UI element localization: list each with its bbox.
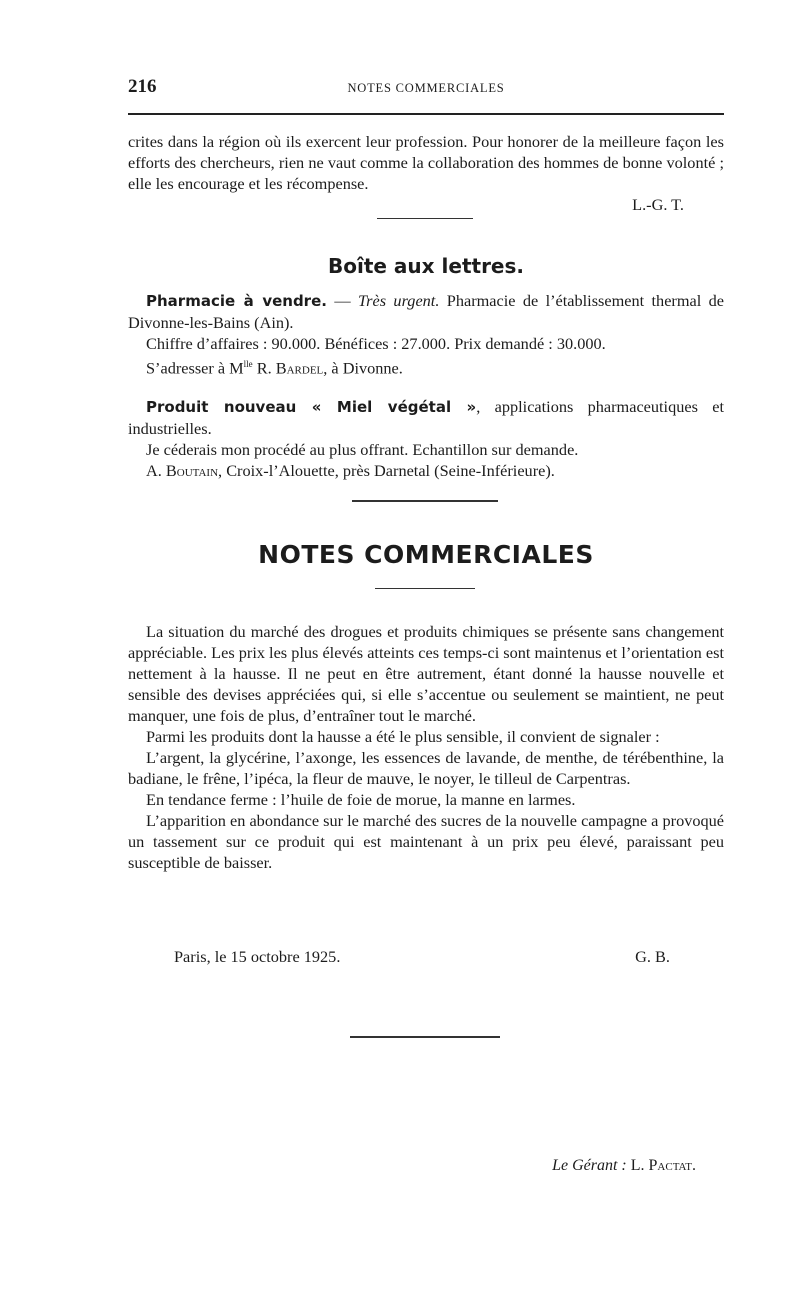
ad-miel-contact (128, 460, 724, 481)
ad-miel (128, 396, 724, 481)
gerant-label: Le Gérant : (552, 1157, 627, 1174)
contact-title-sup: lle (243, 359, 253, 369)
letters-section-title: Boîte aux lettres. (328, 254, 524, 278)
notes-body (128, 621, 724, 873)
running-head: NOTES COMMERCIALES (347, 81, 505, 95)
ad-dash: — (326, 291, 358, 310)
contact-initial: A. (146, 461, 166, 480)
continuation-text: crites dans la région où ils exercent leur profession. Pour honorer de la meilleure façon les efforts des chercheurs, rien ne vaut comme la collaboration des hommes de bonne volonté ; elle les encourage et les récompense. (128, 132, 724, 193)
contact-suffix: , Croix-l’Alouette, près Darnetal (Seine-Inférieure). (218, 461, 555, 480)
gerant-initial: L. (626, 1157, 649, 1174)
contact-name: Boutain (165, 461, 219, 480)
ad-urgent-label: Très urgent. (358, 291, 440, 310)
ad-pharmacie-figures: Chiffre d’affaires : 90.000. Bénéfices : 27.000. Prix demandé : 30.000. (146, 334, 606, 353)
separator-rule (350, 1036, 500, 1038)
ad-pharmacie-body: Pharmacie de l’établissement thermal de Divonne-les-Bains (Ain). (128, 291, 724, 332)
notes-section-title: NOTES COMMERCIALES (258, 540, 594, 569)
contact-suffix: , à Divonne. (323, 358, 403, 378)
header-rule (128, 113, 724, 115)
page-number: 216 (128, 76, 157, 97)
contact-name: Bardel (275, 358, 324, 378)
separator-rule (352, 500, 498, 502)
notes-paragraph: L’argent, la glycérine, l’axonge, les essences de lavande, de menthe, de térébenthine, la badiane, le frêne, l’ipéca, la fleur de mauve, le noyer, le tilleul de Carpentras. (128, 748, 724, 788)
gerant-line (552, 1157, 696, 1175)
ad-pharmacie-contact (128, 354, 724, 378)
ad-pharmacie (128, 290, 724, 378)
notes-paragraph: En tendance ferme : l’huile de foie de morue, la manne en larmes. (146, 790, 576, 809)
author-initials: G. B. (635, 947, 670, 966)
dateline: Paris, le 15 octobre 1925. (174, 947, 341, 966)
notes-paragraph: La situation du marché des drogues et produits chimiques se présente sans changement appréciable. Les prix les plus élevés atteints ces temps-ci sont maintenus et l’orientation est nettement à la hausse. Il ne peut en être autrement, étant donné la hausse nouvelle et sensible des devises appréciées qui, si elle s’accentue ou seulement se maintient, ne peut manquer, une fois de plus, d’entraîner tout le marché. (128, 622, 724, 725)
ad-miel-heading: Produit nouveau « Miel végétal » (146, 398, 477, 416)
continuation-signature: L.-G. T. (632, 195, 684, 214)
notes-paragraph: Parmi les produits dont la hausse a été le plus sensible, il convient de signaler : (146, 727, 660, 746)
notes-paragraph: L’apparition en abondance sur le marché des sucres de la nouvelle campagne a provoqué un tassement sur ce produit qui est maintenant à un prix peu élevé, paraissant peu susceptible de baisser. (128, 811, 724, 872)
ad-pharmacie-heading: Pharmacie à vendre. (146, 292, 327, 310)
continuation-paragraph (128, 131, 724, 215)
contact-prefix: S’adresser à M (146, 358, 244, 378)
separator-rule (377, 218, 473, 219)
title-underline-rule (375, 588, 475, 589)
contact-initial: R. (252, 358, 276, 378)
ad-miel-offer: Je céderais mon procédé au plus offrant. Echantillon sur demande. (146, 440, 579, 459)
gerant-name: Pactat. (648, 1157, 696, 1174)
ad-miel-body: , applications pharmaceutiques et industrielles. (128, 397, 724, 438)
page-header (128, 76, 724, 100)
